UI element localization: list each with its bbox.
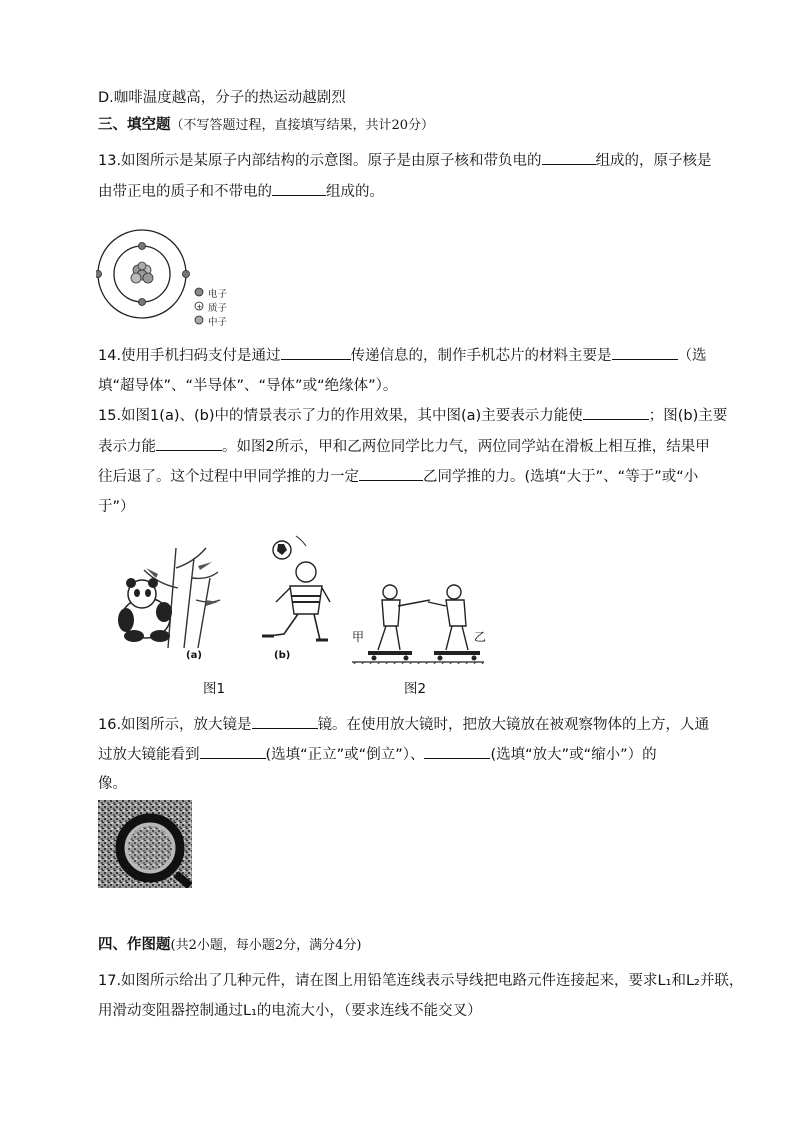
q16-blank-1[interactable] (252, 714, 318, 729)
section-3-heading (98, 115, 434, 136)
q14-text: 14.使用手机扫码支付是通过 (98, 348, 281, 364)
q13-blank-2[interactable] (272, 181, 326, 196)
section-3-title: 三、填空题 (98, 117, 171, 133)
q13-blank-1[interactable] (542, 150, 596, 165)
q15-text: ；图(b)主要 (648, 408, 728, 424)
electron-dot (183, 271, 190, 278)
label-b: (b) (274, 650, 291, 661)
q15-text: 表示力能 (98, 439, 156, 455)
boy-ball-figure (248, 530, 338, 646)
nucleus (131, 262, 153, 283)
q15-blank-2[interactable] (156, 436, 222, 451)
q14-line2: 填“超导体”、“半导体”、“导体”或“绝缘体”）。 (98, 378, 398, 394)
section-4-heading (98, 935, 361, 956)
q13-text: 组成的。 (326, 184, 384, 200)
q13-text: 组成的，原子核是 (595, 153, 712, 169)
q16-line2 (98, 744, 657, 765)
q13-line1 (98, 150, 712, 171)
q14-line1 (98, 345, 707, 366)
q14-blank-2[interactable] (612, 345, 678, 360)
legend-neutron: 中子 (208, 317, 228, 328)
electron-dot (96, 271, 102, 278)
q13-text: 由带正电的质子和不带电的 (98, 184, 272, 200)
q17-line2: 用滑动变阻器控制通过L₁的电流大小，（要求连线不能交叉） (98, 1003, 482, 1019)
q15-text: 乙同学推的力。(选填“大于”、“等于”或“小 (423, 469, 699, 485)
q17-line1: 17.如图所示给出了几种元件，请在图上用铅笔连线表示导线把电路元件连接起来，要求L₁和L₂并联， (98, 973, 744, 989)
svg-text:+: + (196, 303, 203, 311)
label-yi: 乙 (474, 630, 487, 644)
legend-proton: 质子 (208, 303, 228, 314)
legend-neutron-icon (195, 316, 203, 324)
fig1-caption: 图1 (203, 681, 226, 697)
q15-blank-1[interactable] (583, 405, 649, 420)
q16-text: (选填“放大”或“缩小”）的 (490, 747, 657, 763)
q14-blank-1[interactable] (281, 345, 351, 360)
q16-text: (选填“正立”或“倒立”）、 (265, 747, 425, 763)
q15-text: 。如图2所示，甲和乙两位同学比力气，两位同学站在滑板上相互推，结果甲 (222, 439, 710, 455)
q16-line1 (98, 714, 709, 735)
q16-blank-2[interactable] (200, 744, 266, 759)
q16-text: 过放大镜能看到 (98, 747, 200, 763)
fig2-caption: 图2 (404, 681, 427, 697)
electron-dot (139, 243, 146, 250)
option-d: D.咖啡温度越高，分子的热运动越剧烈 (98, 90, 346, 106)
q15-blank-3[interactable] (359, 466, 423, 481)
electron-dot (139, 299, 146, 306)
q14-text: 传递信息的，制作手机芯片的材料主要是 (350, 348, 612, 364)
skateboard-push-figure (352, 580, 487, 664)
q16-blank-3[interactable] (424, 744, 490, 759)
q16-text: 镜。在使用放大镜时，把放大镜放在被观察物体的上方，人通 (317, 717, 710, 733)
section-3-note: （不写答题过程，直接填写结果，共计20分） (170, 118, 435, 133)
q15-text: 15.如图1(a)、(b)中的情景表示了力的作用效果，其中图(a)主要表示力能使 (98, 408, 583, 424)
q13-line2 (98, 181, 384, 202)
q13-text: 13.如图所示是某原子内部结构的示意图。原子是由原子核和带负电的 (98, 153, 542, 169)
q14-text: （选 (677, 348, 707, 364)
legend-electron-icon (195, 288, 203, 296)
magnifier-photo (98, 800, 192, 888)
section-4-title: 四、作图题 (98, 937, 171, 953)
q15-line1 (98, 405, 727, 426)
q15-line4: 于”） (98, 499, 135, 515)
q15-line2 (98, 436, 710, 457)
q15-text: 往后退了。这个过程中甲同学推的力一定 (98, 469, 359, 485)
label-a: (a) (186, 650, 202, 661)
q15-line3 (98, 466, 698, 487)
panda-bamboo-figure (98, 538, 224, 662)
q16-text: 16.如图所示，放大镜是 (98, 717, 252, 733)
section-4-note: (共2小题，每小题2分，满分4分) (170, 938, 362, 953)
q16-line3: 像。 (98, 776, 127, 792)
label-jia: 甲 (352, 630, 365, 644)
legend-electron: 电子 (208, 289, 228, 300)
